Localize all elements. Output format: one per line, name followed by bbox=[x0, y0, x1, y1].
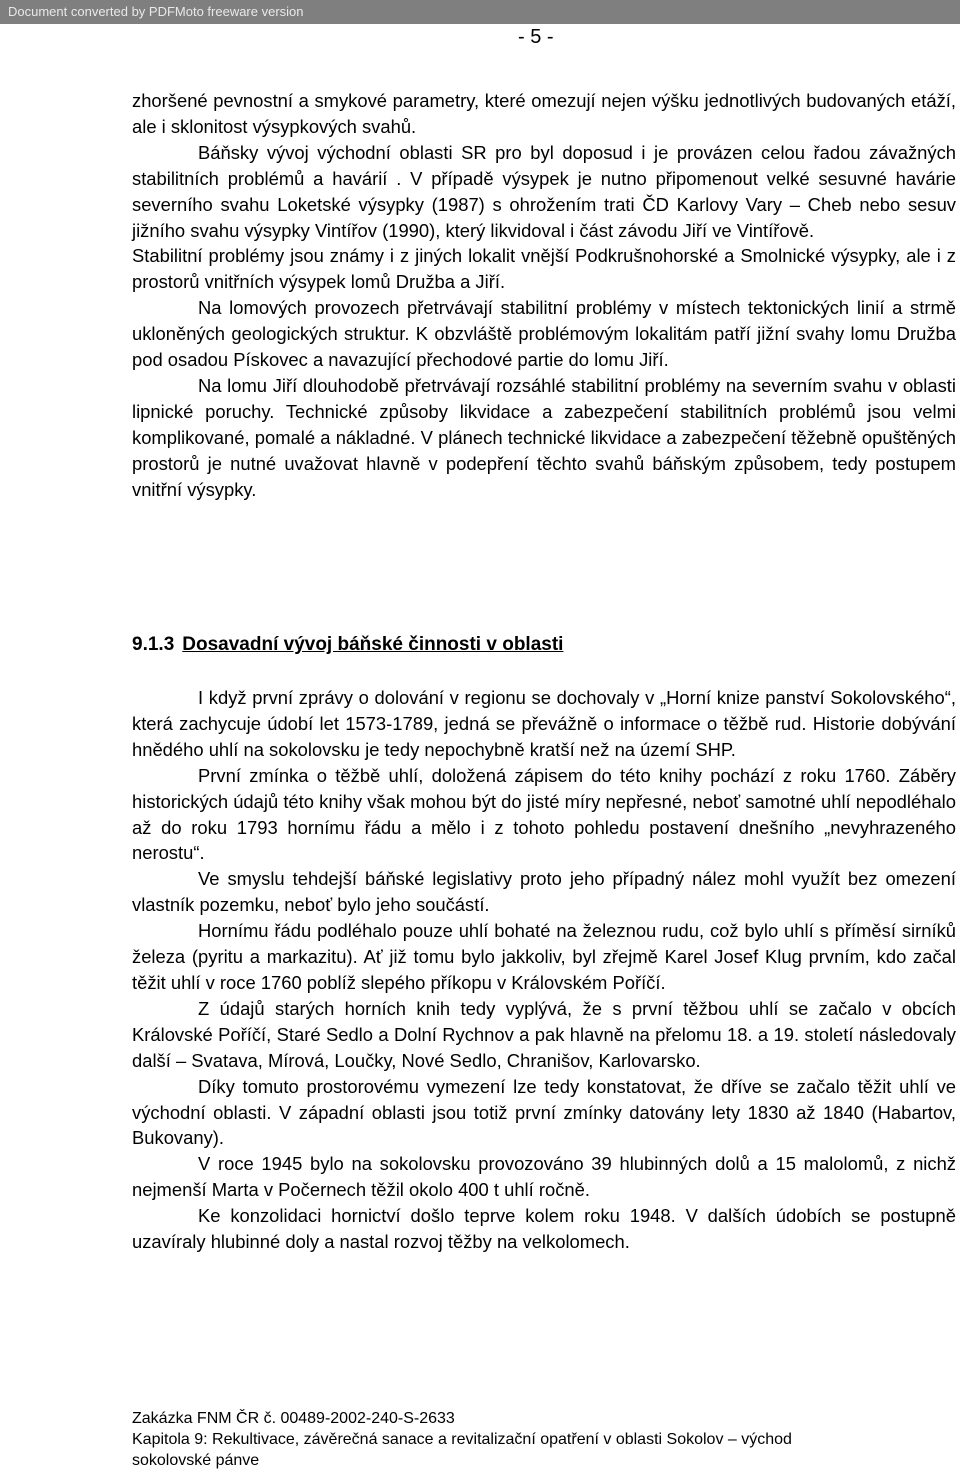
section-title: Dosavadní vývoj báňské činnosti v oblasti bbox=[182, 634, 564, 655]
paragraph: Z údajů starých horních knih tedy vyplývá, že s první těžbou uhlí se začalo v obcích Královské Poříčí, Staré Sedlo a Dolní Rychnov a pak hlavně na přelomu 18. a 19. století následovaly další – Svatava, Mírová, Loučky, Nové Sedlo, Chranišov, Karlovarsko. bbox=[132, 997, 956, 1071]
body-text-bottom bbox=[132, 685, 956, 1255]
section-heading bbox=[132, 634, 563, 656]
paragraph: I když první zprávy o dolování v regionu se dochovaly v „Horní knize panství Sokolovského“, která zachycuje údobí let 1573-1789, jedná se převážně o informace o těžbě rud. Historie dobývání hnědého uhlí na sokolovsku je tedy nepochybně kratší než na území SHP. bbox=[132, 687, 956, 760]
paragraph: První zmínka o těžbě uhlí, doložená zápisem do této knihy pochází z roku 1760. Záběry historických údajů této knihy však mohou být do jisté míry nepřesné, neboť samotné uhlí nepodléhalo až do roku 1793 hornímu řádu a mělo i z tohoto pohledu postavení dnešního „nevyhrazeného nerostu“. bbox=[132, 764, 956, 864]
paragraph: zhoršené pevnostní a smykové parametry, které omezují nejen výšku jednotlivých budovaných etáží, ale i sklonitost výsypkových svahů. bbox=[132, 90, 956, 137]
converter-banner bbox=[0, 0, 960, 24]
paragraph: Ve smyslu tehdejší báňské legislativy proto jeho případný nález mohl využít bez omezení vlastník pozemku, neboť bylo jeho součástí. bbox=[132, 868, 956, 916]
paragraph: Hornímu řádu podléhalo pouze uhlí bohaté na železnou rudu, což bylo uhlí s příměsí sirníků železa (pyritu a markazitu). Ať již tomu bylo jakkoliv, byl zřejmě Karel Josef Klug prvním, kdo začal těžit uhlí v roce 1760 poblíž slepého příkopu v Královském Poříčí. bbox=[132, 920, 956, 993]
paragraph: Díky tomuto prostorovému vymezení lze tedy konstatovat, že dříve se začalo těžit uhlí ve východní oblasti. V západní oblasti jsou totiž první zmínky datovány lety 1830 až 1840 (Habartov, Bukovany). bbox=[132, 1075, 956, 1149]
page-number: - 5 - bbox=[518, 26, 554, 48]
page-footer bbox=[132, 1408, 956, 1471]
paragraph: Ke konzolidaci hornictví došlo teprve kolem roku 1948. V dalších údobích se postupně uzavíraly hlubinné doly a nastal rozvoj těžby na velkolomech. bbox=[132, 1205, 956, 1253]
paragraph: Na lomových provozech přetrvávají stabilitní problémy v místech tektonických linií a strmě ukloněných geologických struktur. K obzvláště problémovým lokalitám patří jižní svahy lomu Družba pod osadou Pískovec a navazující přechodové partie do lomu Jiří. bbox=[132, 297, 956, 371]
paragraph: V roce 1945 bylo na sokolovsku provozováno 39 hlubinných dolů a 15 malolomů, z nichž nejmenší Marta v Počernech těžil okolo 400 t uhlí ročně. bbox=[132, 1153, 956, 1201]
footer-contract: Zakázka FNM ČR č. 00489-2002-240-S-2633 bbox=[132, 1410, 455, 1427]
paragraph: Stabilitní problémy jsou známy i z jiných lokalit vnější Podkrušnohorské a Smolnické výsypky, ale i z prostorů vnitřních výsypek lomů Družba a Jiří. bbox=[132, 245, 956, 293]
footer-chapter: Kapitola 9: Rekultivace, závěrečná sanace a revitalizační opatření v oblasti Sokolov – východ bbox=[132, 1431, 792, 1448]
section-number: 9.1.3 bbox=[132, 634, 175, 655]
footer-chapter-cont: sokolovské pánve bbox=[132, 1452, 260, 1469]
body-text-top bbox=[132, 88, 956, 503]
converter-banner-text: Document converted by PDFMoto freeware version bbox=[8, 4, 304, 19]
paragraph: Báňsky vývoj východní oblasti SR pro byl doposud i je provázen celou řadou závažných stabilitních problémů a havárií . V případě výsypek je nutno připomenout velké sesuvné havárie severního svahu Loketské výsypky (1987) s ohrožením trati ČD Karlovy Vary – Cheb nebo sesuv jižního svahu výsypky Vintířov (1990), který likvidoval i část závodu Jiří ve Vintířově. bbox=[132, 141, 956, 241]
paragraph: Na lomu Jiří dlouhodobě přetrvávají rozsáhlé stabilitní problémy na severním svahu v oblasti lipnické poruchy. Technické způsoby likvidace a zabezpečení stabilitních problémů jsou velmi komplikované, pomalé a nákladné. V plánech technické likvidace a zabezpečení těžebně opuštěných prostorů je nutné uvažovat hlavně v podepření těchto svahů báňským způsobem, tedy postupem vnitřní výsypky. bbox=[132, 374, 956, 500]
